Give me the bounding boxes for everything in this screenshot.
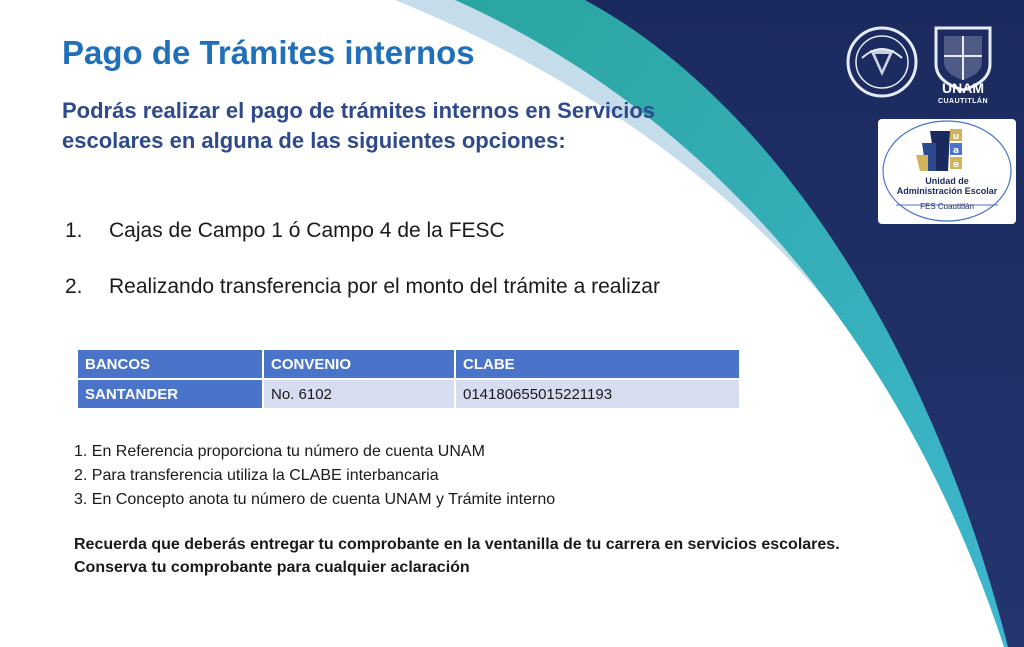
instruction-item: 3. En Concepto anota tu número de cuenta UNAM y Trámite interno (74, 491, 556, 508)
reminder-line: Conserva tu comprobante para cualquier aclaración (74, 559, 470, 576)
reminder-line: Recuerda que deberás entregar tu comprobante en la ventanilla de tu carrera en servicios escolares. (74, 536, 840, 553)
option-text: Cajas de Campo 1 ó Campo 4 de la FESC (109, 219, 505, 242)
bank-table (76, 348, 741, 410)
cell-convenio: No. 6102 (264, 380, 454, 408)
unam-wordmark (928, 82, 998, 108)
unam-sub-label: CUAUTITLÁN (937, 98, 989, 105)
uae-line-2: Administración Escolar (896, 186, 998, 196)
page-title: Pago de Trámites internos (62, 34, 475, 71)
option-number: 1. (65, 219, 83, 242)
payment-option (62, 218, 742, 244)
svg-text:e: e (952, 160, 960, 170)
table-row (78, 380, 739, 408)
header-convenio: CONVENIO (264, 350, 454, 378)
instruction-item: 1. En Referencia proporciona tu número de cuenta UNAM (74, 443, 485, 460)
option-number: 2. (65, 275, 83, 298)
svg-text:u: u (952, 132, 960, 142)
instruction-item: 2. Para transferencia utiliza la CLABE interbancaria (74, 467, 439, 484)
unam-label: UNAM (942, 80, 984, 96)
unam-seal-icon (848, 28, 916, 96)
uae-line-1: Unidad de (925, 176, 969, 186)
cell-bank-name: SANTANDER (78, 380, 262, 408)
cell-clabe: 014180655015221193 (456, 380, 739, 408)
header-clabe: CLABE (456, 350, 739, 378)
instructions-list (74, 440, 555, 512)
reminder-note (74, 533, 954, 579)
payment-option (62, 274, 742, 300)
uae-campus: FES Cuautitlán (920, 202, 974, 211)
uae-logo-card (878, 119, 1016, 224)
uae-label (878, 176, 1016, 212)
payment-options-list (62, 218, 742, 330)
table-header-row (78, 350, 739, 378)
page-subtitle: Podrás realizar el pago de trámites internos en Servicios escolares en alguna de las siguientes opciones: (62, 98, 656, 153)
option-text: Realizando transferencia por el monto del trámite a realizar (109, 275, 660, 298)
svg-text:a: a (952, 146, 960, 156)
header-bancos: BANCOS (78, 350, 262, 378)
